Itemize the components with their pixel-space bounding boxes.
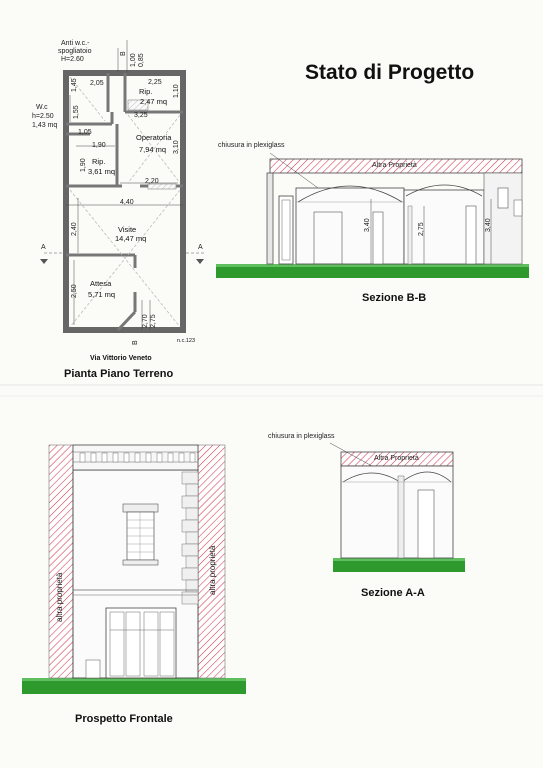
dim-label: 2,25 bbox=[148, 79, 162, 86]
section-bb-height-1: 3,40 bbox=[364, 218, 371, 232]
dim-label: 1,90 bbox=[80, 158, 87, 172]
dim-label: 2,75 bbox=[150, 314, 157, 328]
room-rip-area: 3,61 mq bbox=[88, 167, 116, 176]
dim-label: 4,40 bbox=[120, 199, 134, 206]
plan-civic-number: n.c.123 bbox=[177, 338, 196, 344]
dim-label: 2,05 bbox=[90, 80, 104, 87]
section-aa-altra-label: Altra Proprietà bbox=[374, 455, 419, 462]
page-title: Stato di Progetto bbox=[305, 61, 475, 84]
section-aa bbox=[330, 443, 465, 572]
dim-label: 2,70 bbox=[142, 314, 149, 328]
room-operatoria-area: 7,94 mq bbox=[139, 145, 167, 154]
room-visite-name: Visite bbox=[118, 225, 137, 234]
room-attesa-name: Attesa bbox=[90, 279, 112, 288]
plan-wc-name: W.c bbox=[36, 104, 48, 111]
section-aa-caption: Sezione A-A bbox=[361, 587, 425, 599]
floor-plan bbox=[40, 40, 205, 330]
dim-label: 3,10 bbox=[173, 140, 180, 154]
section-bb bbox=[216, 153, 529, 278]
room-attesa-area: 5,71 mq bbox=[88, 290, 116, 299]
room-rip-top-area: 2,47 mq bbox=[140, 97, 168, 106]
room-rip-top-name: Rip. bbox=[139, 87, 153, 96]
dim-label: 1,10 bbox=[173, 84, 180, 98]
dim-label: 3,25 bbox=[134, 112, 148, 119]
section-mark-b-bottom: B bbox=[132, 340, 139, 345]
plan-note-height: H=2.60 bbox=[61, 56, 84, 63]
plan-note-antiwc: Anti w.c.- bbox=[61, 40, 90, 47]
section-bb-height-2: 2,75 bbox=[418, 222, 425, 236]
plan-wc-area: 1,43 mq bbox=[32, 122, 58, 129]
dim-label: 2,20 bbox=[145, 178, 159, 185]
dim-label: 2,50 bbox=[71, 284, 78, 298]
dim-label: 1,55 bbox=[73, 105, 80, 119]
front-left-label: altra proprietà bbox=[55, 572, 64, 622]
section-bb-altra-label: Altra Proprietà bbox=[372, 162, 417, 169]
section-mark-b-top: B bbox=[120, 51, 127, 56]
dim-label: 2,40 bbox=[71, 222, 78, 236]
plan-caption: Pianta Piano Terreno bbox=[64, 368, 174, 380]
room-visite-area: 14,47 mq bbox=[115, 234, 147, 243]
dim-label: 1,05 bbox=[78, 129, 92, 136]
dim-label: 0,85 bbox=[138, 53, 145, 67]
section-bb-height-3: 3,40 bbox=[485, 218, 492, 232]
plan-wc-height: h=2.50 bbox=[32, 113, 54, 120]
room-rip-name: Rip. bbox=[92, 157, 106, 166]
section-bb-plexiglass-label: chiusura in plexiglass bbox=[218, 142, 285, 149]
front-caption: Prospetto Frontale bbox=[75, 713, 173, 725]
dim-label: 1,45 bbox=[71, 78, 78, 92]
section-mark-a-left: A bbox=[41, 244, 46, 251]
front-left-neighbour bbox=[49, 445, 73, 678]
section-bb-caption: Sezione B-B bbox=[362, 292, 427, 304]
dim-label: 1,90 bbox=[92, 142, 106, 149]
plan-street: Via Vittorio Veneto bbox=[90, 355, 152, 362]
room-operatoria-name: Operatoria bbox=[136, 133, 172, 142]
dim-label: 1,00 bbox=[130, 53, 137, 67]
plan-note-spogliatoio: spogliatoio bbox=[58, 48, 92, 55]
front-right-label: altra proprietà bbox=[208, 545, 217, 595]
section-mark-a-right: A bbox=[198, 244, 203, 251]
section-aa-plexiglass-label: chiusura in plexiglass bbox=[268, 433, 335, 440]
